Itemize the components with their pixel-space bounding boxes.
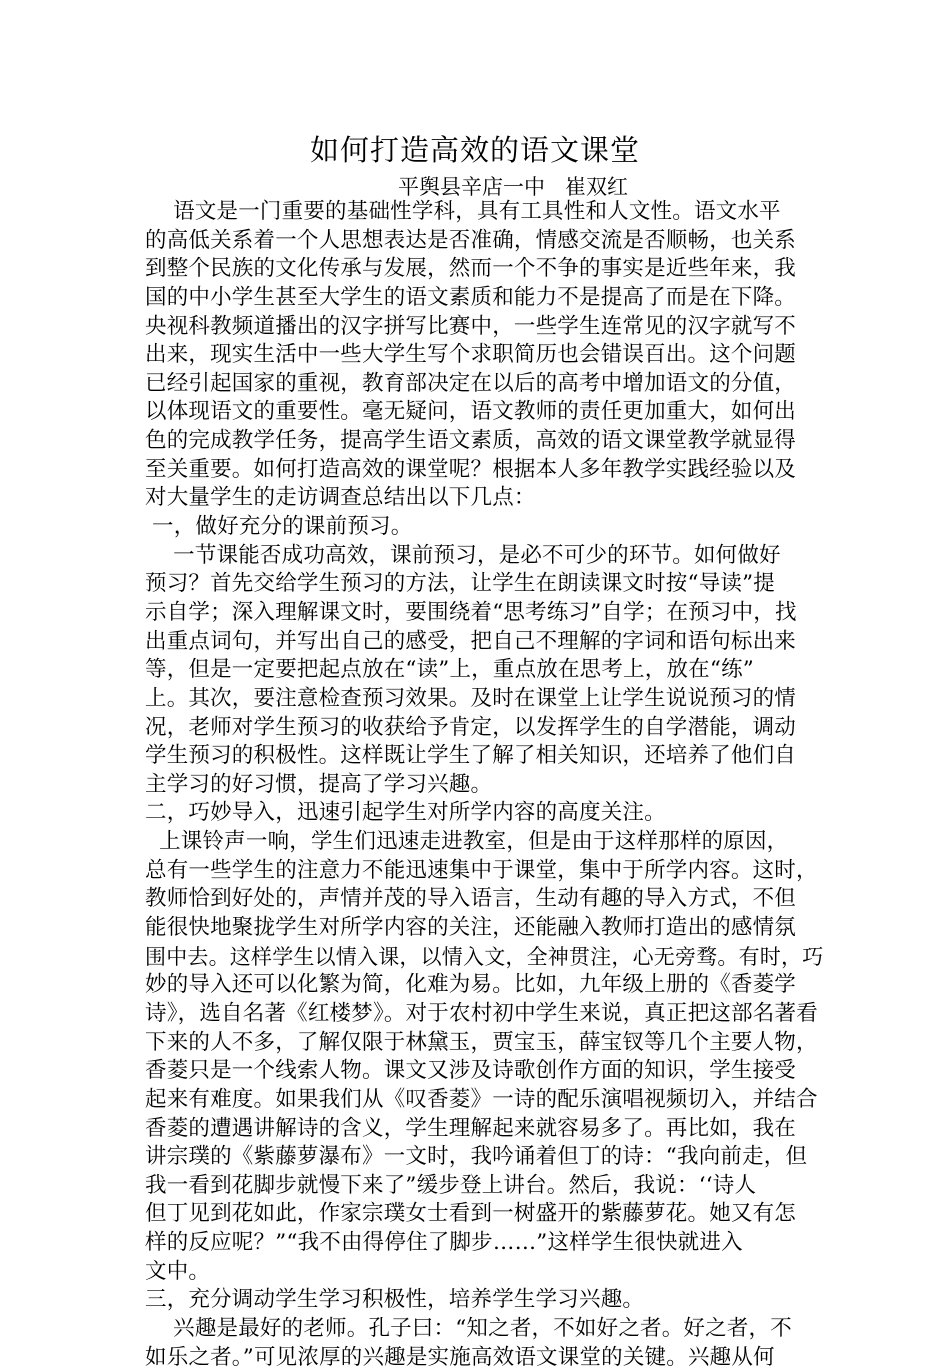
- text-line: 出重点词句，并写出自己的感受，把自己不理解的字词和语句标出来: [145, 628, 797, 654]
- text-line: 预习？首先交给学生预习的方法，让学生在朗读课文时按“导读”提: [145, 571, 775, 597]
- text-line: 二，巧妙导入，迅速引起学生对所学内容的高度关注。: [145, 800, 666, 826]
- text-line: 妙的导入还可以化繁为简，化难为易。比如，九年级上册的《香菱学: [145, 972, 797, 998]
- text-line: 主学习的好习惯，提高了学习兴趣。: [145, 771, 493, 797]
- text-line: 至关重要。如何打造高效的课堂呢？根据本人多年教学实践经验以及: [145, 456, 797, 482]
- text-line: 示自学；深入理解课文时，要围绕着“思考练习”自学；在预习中，找: [145, 599, 797, 625]
- text-line: 况，老师对学生预习的收获给予肯定，以发挥学生的自学潜能，调动: [145, 714, 797, 740]
- text-line: 下来的人不多，了解仅限于林黛玉，贾宝玉，薛宝钗等几个主要人物，: [145, 1029, 818, 1055]
- text-line: 已经引起国家的重视，教育部决定在以后的高考中增加语文的分值，: [145, 370, 797, 396]
- text-line: 色的完成教学任务，提高学生语文素质，高效的语文课堂教学就显得: [145, 428, 797, 454]
- text-line: 一，做好充分的课前预习。: [145, 514, 413, 540]
- text-line: 国的中小学生甚至大学生的语文素质和能力不是提高了而是在下降。: [145, 284, 797, 310]
- text-line: 围中去。这样学生以情入课，以情入文，全神贯注，心无旁骛。有时，巧: [145, 944, 824, 969]
- text-line: 上。其次，要注意检查预习效果。及时在课堂上让学生说说预习的情: [145, 685, 797, 711]
- text-line: 三，充分调动学生学习积极性，培养学生学习兴趣。: [145, 1287, 645, 1313]
- text-line: 讲宗璞的《紫藤萝瀑布》一文时，我吟诵着但丁的诗：“我向前走，但: [145, 1144, 808, 1170]
- text-line: 央视科教频道播出的汉字拼写比赛中，一些学生连常见的汉字就写不: [145, 313, 797, 339]
- text-line: 能很快地聚拢学生对所学内容的关注，还能融入教师打造出的感情氛: [145, 915, 797, 941]
- text-line: 出来，现实生活中一些大学生写个求职简历也会错误百出。这个问题: [145, 342, 797, 368]
- text-line: 但丁见到花如此，作家宗璞女士看到一树盛开的紫藤萝花。她又有怎: [145, 1201, 797, 1227]
- text-line: 香菱只是一个线索人物。课文又涉及诗歌创作方面的知识，学生接受: [145, 1058, 797, 1084]
- text-line: 一节课能否成功高效，课前预习，是必不可少的环节。如何做好: [145, 542, 781, 568]
- text-line: 总有一些学生的注意力不能迅速集中于课堂，集中于所学内容。这时，: [145, 857, 818, 883]
- text-line: 对大量学生的走访调查总结出以下几点：: [145, 485, 536, 511]
- text-line: 诗》，选自名著《红楼梦》。对于农村初中学生来说，真正把这部名著看: [145, 1000, 818, 1026]
- text-line: 如乐之者。”可见浓厚的兴趣是实施高效语文课堂的关键。兴趣从何: [145, 1344, 775, 1370]
- text-line: 教师恰到好处的，声情并茂的导入语言，生动有趣的导入方式，不但: [145, 886, 797, 912]
- text-line: 香菱的遭遇讲解诗的含义，学生理解起来就容易多了。再比如，我在: [145, 1115, 797, 1141]
- text-line: 的高低关系着一个人思想表达是否准确，情感交流是否顺畅，也关系: [145, 227, 797, 253]
- text-line: 兴趣是最好的老师。孔子曰：“知之者，不如好之者。好之者，不: [145, 1315, 792, 1341]
- text-line: 语文是一门重要的基础性学科，具有工具性和人文性。语文水平: [145, 199, 781, 224]
- text-line: 起来有难度。如果我们从《叹香菱》一诗的配乐演唱视频切入，并结合: [145, 1086, 818, 1112]
- page-title: 如何打造高效的语文课堂: [309, 133, 640, 167]
- author-line: 平舆县辛店一中 崔双红: [398, 175, 629, 199]
- text-line: 以体现语文的重要性。毫无疑问，语文教师的责任更加重大，如何出: [145, 399, 797, 425]
- text-line: 文中。: [145, 1258, 211, 1284]
- text-line: 学生预习的积极性。这样既让学生了解了相关知识，还培养了他们自: [145, 743, 797, 769]
- text-line: 上课铃声一响，学生们迅速走进教室，但是由于这样那样的原因，: [145, 829, 789, 855]
- text-line: 等，但是一定要把起点放在“读”上，重点放在思考上，放在“练”: [145, 657, 754, 683]
- text-line: 到整个民族的文化传承与发展，然而一个不争的事实是近些年来，我: [145, 256, 797, 282]
- body-text: [145, 198, 825, 1372]
- text-line: 我一看到花脚步就慢下来了”缓步登上讲台。然后，我说：‘‘诗人: [145, 1172, 757, 1198]
- text-line: 样的反应呢？”“我不由得停住了脚步……”这样学生很快就进入: [145, 1230, 743, 1256]
